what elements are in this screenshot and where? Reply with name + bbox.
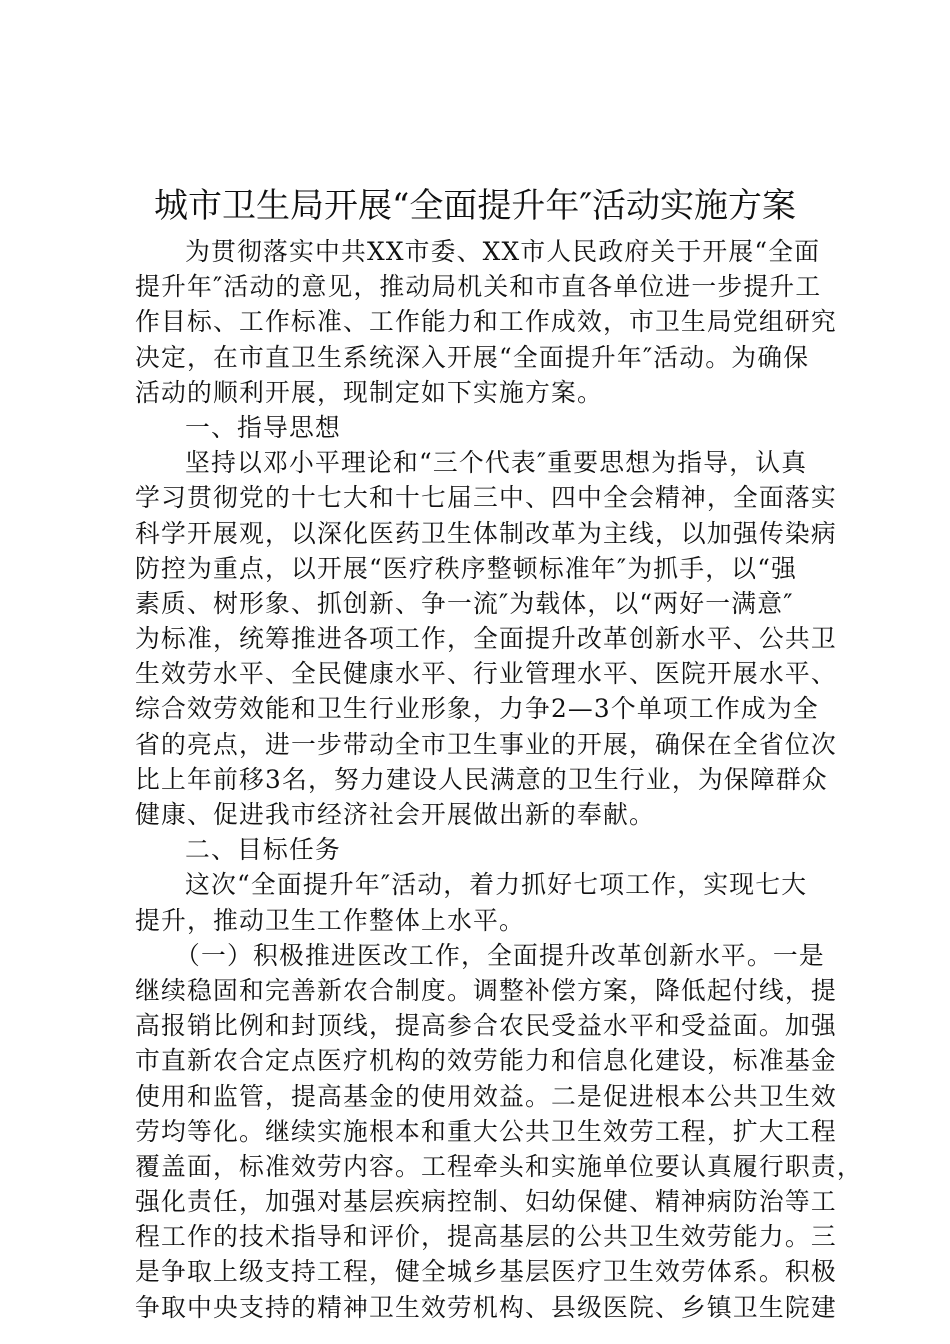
paragraph-line: 程工作的技术指导和评价，提高基层的公共卫生效劳能力。三 — [135, 1222, 837, 1252]
paragraph-line: 生效劳水平、全民健康水平、行业管理水平、医院开展水平、 — [135, 659, 837, 689]
subsection-line: （一）积极推进医改工作，全面提升改革创新水平。一是 — [175, 940, 825, 970]
paragraph-line: 劳均等化。继续实施根本和重大公共卫生效劳工程，扩大工程 — [135, 1116, 837, 1146]
paragraph-line: 综合效劳效能和卫生行业形象，力争2—3个单项工作成为全 — [135, 694, 819, 724]
paragraph-line: 继续稳固和完善新农合制度。调整补偿方案，降低起付线，提 — [135, 975, 837, 1005]
section-heading: 一、指导思想 — [185, 412, 341, 442]
paragraph-line: 提升年″活动的意见，推动局机关和市直各单位进一步提升工 — [135, 272, 822, 302]
paragraph-line: 使用和监管，提高基金的使用效益。二是促进根本公共卫生效 — [135, 1081, 837, 1111]
paragraph-line: 省的亮点，进一步带动全市卫生事业的开展，确保在全省位次 — [135, 729, 837, 759]
document-title: 城市卫生局开展“全面提升年″活动实施方案 — [153, 186, 797, 226]
paragraph-line: 作目标、工作标准、工作能力和工作成效，市卫生局党组研究 — [135, 307, 837, 337]
paragraph-line: 为贯彻落实中共XX市委、XX市人民政府关于开展“全面 — [185, 237, 821, 266]
paragraph-line: 活动的顺利开展，现制定如下实施方案。 — [135, 377, 603, 407]
paragraph-line: 学习贯彻党的十七大和十七届三中、四中全会精神，全面落实 — [135, 483, 837, 513]
paragraph-line: 覆盖面，标准效劳内容。工程牵头和实施单位要认真履行职责， — [135, 1151, 863, 1181]
paragraph-line: 市直新农合定点医疗机构的效劳能力和信息化建设，标准基金 — [135, 1046, 837, 1076]
paragraph-line: 坚持以邓小平理论和“三个代表″重要思想为指导，认真 — [185, 448, 808, 478]
paragraph-line: 比上年前移3名，努力建设人民满意的卫生行业，为保障群众 — [135, 764, 828, 794]
paragraph-line: 是争取上级支持工程，健全城乡基层医疗卫生效劳体系。积极 — [135, 1257, 837, 1287]
paragraph-line: 争取中央支持的精神卫生效劳机构、县级医院、乡镇卫生院建 — [135, 1292, 837, 1322]
paragraph-line: 这次“全面提升年″活动，着力抓好七项工作，实现七大 — [185, 870, 808, 900]
document-body — [135, 234, 863, 1325]
paragraph-line: 健康、促进我市经济社会开展做出新的奉献。 — [135, 800, 655, 829]
paragraph-line: 科学开展观，以深化医药卫生体制改革为主线，以加强传染病 — [135, 518, 837, 548]
paragraph-line: 素质、树形象、抓创新、争一流″为载体，以“两好一满意″ — [135, 588, 794, 618]
paragraph-line: 决定，在市直卫生系统深入开展“全面提升年″活动。为确保 — [135, 342, 810, 372]
paragraph-line: 防控为重点，以开展“医疗秩序整顿标准年″为抓手，以“强 — [135, 553, 798, 583]
paragraph-line: 提升，推动卫生工作整体上水平。 — [135, 905, 525, 935]
section-heading: 二、目标任务 — [185, 835, 341, 865]
paragraph-line: 高报销比例和封顶线，提高参合农民受益水平和受益面。加强 — [135, 1011, 837, 1041]
paragraph-line: 为标准，统筹推进各项工作，全面提升改革创新水平、公共卫 — [135, 624, 837, 654]
paragraph-line: 强化责任，加强对基层疾病控制、妇幼保健、精神病防治等工 — [135, 1187, 837, 1217]
